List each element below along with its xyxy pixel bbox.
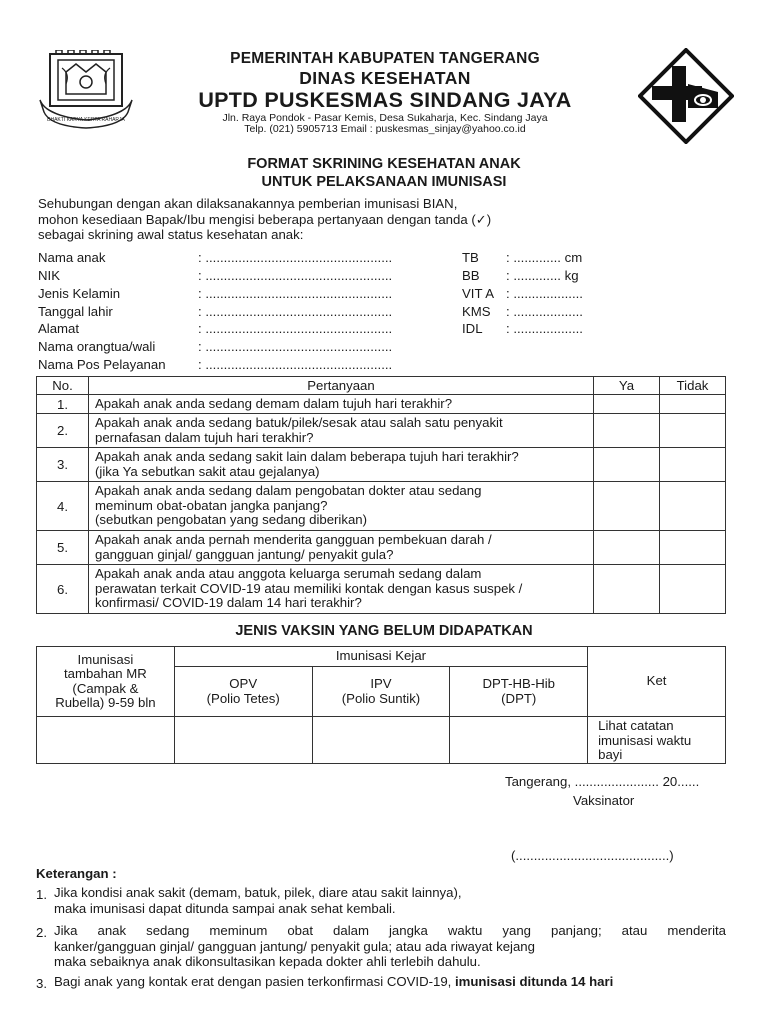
intro-text: Sehubungan dengan akan dilaksanakannya pemberian imunisasi BIAN, mohon kesediaan Bapak/Ibu mengisi beberapa pertanyaan dengan tanda (✓) sebagai skrining awal status kesehatan anak: [38,196,492,242]
field-value-idl[interactable]: : ................... [506,321,583,336]
question-text: Apakah anak anda sedang batuk/pilek/sesak atau salah satu penyakit pernafasan dalam tujuh hari terakhir? [89,414,594,448]
field-label-kms: KMS [462,304,491,319]
signature-name-blank[interactable]: (..........................................) [511,848,674,863]
answer-no-cell[interactable] [660,531,726,565]
ket-header: Ket [588,647,726,717]
field-label-jenis-kelamin: Jenis Kelamin [38,286,121,301]
field-label-tanggal-lahir: Tanggal lahir [38,304,113,319]
field-value-jenis-kelamin[interactable]: : ................................................... [198,286,393,301]
answer-yes-cell[interactable] [594,414,660,448]
header-no-answer: Tidak [660,377,726,395]
field-label-bb: BB [462,268,480,283]
note-item-2: 2. Jika anak sedang meminum obat dalam jangka waktu yang panjang; atau menderita kanker/gangguan ginjal/ gangguan jantung/ penyakit gula; atau ada riwayat kejang maka sebaiknya anak dikonsultasikan kepada dokter ahli terlebih dahulu. [36,923,726,969]
field-label-nama-orangtua: Nama orangtua/wali [38,339,156,354]
kabupaten-tangerang-seal-icon [36,50,136,130]
header-no: No. [37,377,89,395]
table-row [37,395,726,414]
header-contact: Telp. (021) 5905713 Email : puskesmas_sinjay@yahoo.co.id [244,123,526,135]
note-item-1: 1. Jika kondisi anak sakit (demam, batuk, pilek, diare atau sakit lainnya), maka imunisasi dapat ditunda sampai anak sehat kembali. [36,885,462,916]
puskesmas-logo-icon [638,48,734,144]
kejar-header: Imunisasi Kejar [174,647,587,667]
table-row [37,482,726,531]
ket-cell: Lihat catatan imunisasi waktu bayi [588,717,726,764]
field-value-alamat[interactable]: : ................................................... [198,321,393,336]
answer-yes-cell[interactable] [594,448,660,482]
answer-yes-cell[interactable] [594,531,660,565]
answer-no-cell[interactable] [660,395,726,414]
ipv-header: IPV (Polio Suntik) [312,667,450,717]
answer-no-cell[interactable] [660,448,726,482]
table-row [37,448,726,482]
answer-yes-cell[interactable] [594,565,660,614]
question-text: Apakah anak anda sedang demam dalam tujuh hari terakhir? [89,395,594,414]
field-value-nama-pos[interactable]: : ................................................... [198,357,393,372]
field-label-alamat: Alamat [38,321,80,336]
header-institution: UPTD PUSKESMAS SINDANG JAYA [198,88,572,112]
header-yes: Ya [594,377,660,395]
field-value-tanggal-lahir[interactable]: : ................................................... [198,304,393,319]
form-title-line1: FORMAT SKRINING KESEHATAN ANAK [247,156,521,172]
dpt-header: DPT-HB-Hib (DPT) [450,667,588,717]
table-row [37,414,726,448]
question-number: 6. [37,565,89,614]
opv-cell[interactable] [174,717,312,764]
header-department: DINAS KESEHATAN [299,68,471,88]
header-address: Jln. Raya Pondok - Pasar Kemis, Desa Sukaharja, Kec. Sindang Jaya [222,112,548,124]
field-label-nama-pos: Nama Pos Pelayanan [38,357,166,372]
answer-yes-cell[interactable] [594,482,660,531]
table-row [37,531,726,565]
table-header-row [37,377,726,395]
field-value-tb[interactable]: : ............. cm [506,250,583,265]
notes-title: Keterangan : [36,866,117,881]
answer-no-cell[interactable] [660,414,726,448]
vaccine-section-title: JENIS VAKSIN YANG BELUM DIDAPATKAN [235,623,533,639]
answer-no-cell[interactable] [660,565,726,614]
header-government: PEMERINTAH KABUPATEN TANGERANG [230,50,540,67]
mr-cell[interactable] [37,717,175,764]
form-title-line2: UNTUK PELAKSANAAN IMUNISASI [261,174,507,190]
header-question: Pertanyaan [89,377,594,395]
field-label-tb: TB [462,250,479,265]
field-value-vit-a[interactable]: : ................... [506,286,583,301]
signature-role: Vaksinator [573,793,635,808]
screening-question-table [36,376,726,614]
question-text: Apakah anak anda atau anggota keluarga serumah sedang dalam perawatan terkait COVID-19 atau memiliki kontak dengan kasus suspek / konfirmasi/ COVID-19 dalam 14 hari terakhir? [89,565,594,614]
mr-header: Imunisasi tambahan MR (Campak & Rubella) 9-59 bln [37,647,175,717]
vaccine-table [36,646,726,764]
ipv-cell[interactable] [312,717,450,764]
field-value-nama-anak[interactable]: : ................................................... [198,250,393,265]
question-text: Apakah anak anda pernah menderita gangguan pembekuan darah / gangguan ginjal/ gangguan jantung/ penyakit gula? [89,531,594,565]
question-number: 4. [37,482,89,531]
question-number: 1. [37,395,89,414]
seal-motto: BHAKTI KARYA KERTA RAHARJA [47,117,125,123]
question-number: 3. [37,448,89,482]
field-label-nik: NIK [38,268,60,283]
field-value-nik[interactable]: : ................................................... [198,268,393,283]
opv-header: OPV (Polio Tetes) [174,667,312,717]
note-item-3: 3. Bagi anak yang kontak erat dengan pasien terkonfirmasi COVID-19, imunisasi ditunda 14 hari [36,974,614,991]
question-number: 2. [37,414,89,448]
question-text: Apakah anak anda sedang dalam pengobatan dokter atau sedang meminum obat-obatan jangka panjang? (sebutkan pengobatan yang sedang diberikan) [89,482,594,531]
field-value-kms[interactable]: : ................... [506,304,583,319]
field-value-bb[interactable]: : ............. kg [506,268,579,283]
field-value-nama-orangtua[interactable]: : ................................................... [198,339,393,354]
question-text: Apakah anak anda sedang sakit lain dalam beberapa tujuh hari terakhir? (jika Ya sebutkan sakit atau gejalanya) [89,448,594,482]
question-number: 5. [37,531,89,565]
answer-no-cell[interactable] [660,482,726,531]
signature-place-date[interactable]: Tangerang, ....................... 20...... [505,774,700,789]
table-row [37,565,726,614]
field-label-vit-a: VIT A [462,286,495,301]
field-label-nama-anak: Nama anak [38,250,106,265]
field-label-idl: IDL [462,321,483,336]
dpt-cell[interactable] [450,717,588,764]
answer-yes-cell[interactable] [594,395,660,414]
